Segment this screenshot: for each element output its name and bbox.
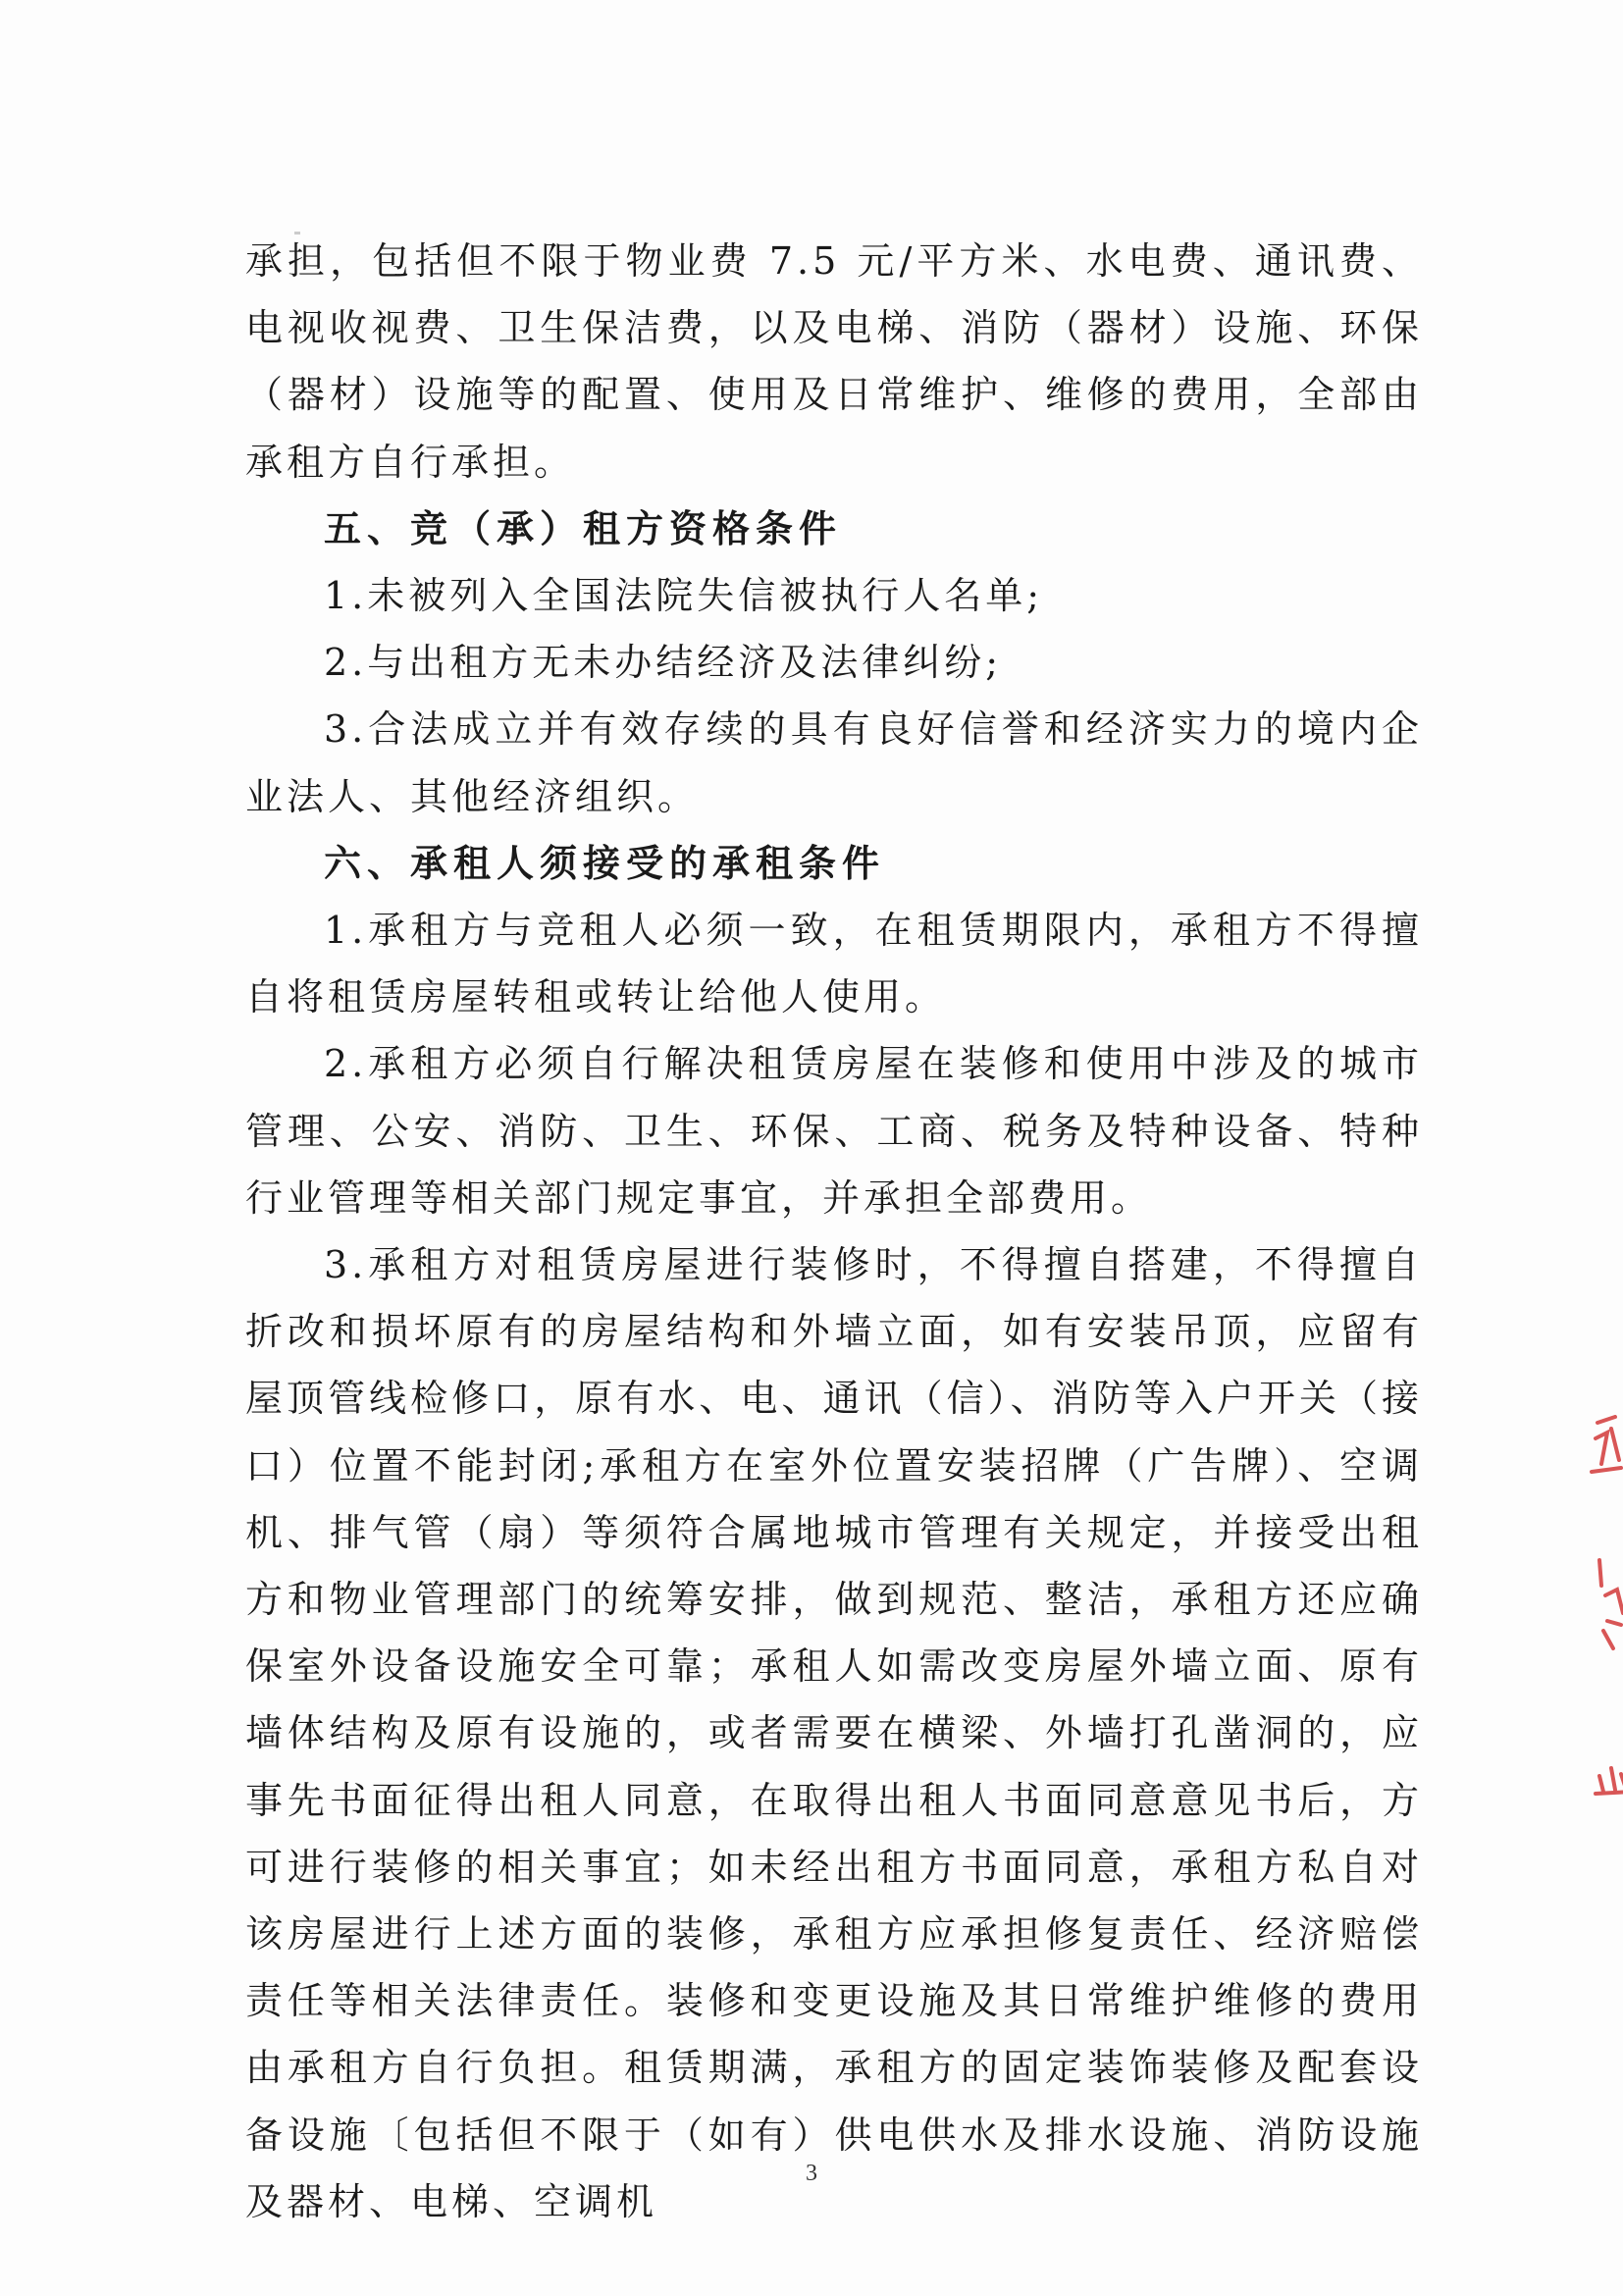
section-heading-qualifications: 五、竞（承）租方资格条件 (324, 505, 843, 550)
qualification-item-3: 3.合法成立并有效存续的具有良好信誉和经济实力的境内企业法人、其他经济组织。 (245, 707, 1423, 818)
red-seal-fragment (1578, 1403, 1623, 1796)
condition-item-2: 2.承租方必须自行解决租赁房屋在装修和使用中涉及的城市管理、公安、消防、卫生、环保、工商、税务及特种设备、特种行业管理等相关部门规定事宜，并承担全部费用。 (245, 1042, 1423, 1220)
section-heading-lease-conditions: 六、承租人须接受的承租条件 (324, 840, 886, 885)
document-body (245, 228, 1423, 2235)
condition-item-1: 1.承租方与竞租人必须一致，在租赁期限内，承租方不得擅自将租赁房屋转租或转让给他人使用。 (245, 909, 1423, 1019)
qualification-item-1: 1.未被列入全国法院失信被执行人名单; (324, 574, 1044, 618)
page-number: 3 (806, 2161, 817, 2186)
qualification-item-2: 2.与出租方无未办结经济及法律纠纷; (324, 641, 1003, 685)
paragraph-fees: 承担，包括但不限于物业费 7.5 元/平方米、水电费、通讯费、电视收视费、卫生保洁费，以及电梯、消防（器材）设施、环保（器材）设施等的配置、使用及日常维护、维修的费用，全部由承租方自行承担。 (245, 239, 1423, 484)
condition-item-3: 3.承租方对租赁房屋进行装修时，不得擅自搭建，不得擅自折改和损坏原有的房屋结构和外墙立面，如有安装吊顶，应留有屋顶管线检修口，原有水、电、通讯（信）、消防等入户开关（接口）位置不能封闭;承租方在室外位置安装招牌（广告牌）、空调机、排气管（扇）等须符合属地城市管理有关规定，并接受出租方和物业管理部门的统筹安排，做到规范、整洁，承租方还应确保室外设备设施安全可靠；承租人如需改变房屋外墙立面、原有墙体结构及原有设施的，或者需要在横梁、外墙打孔凿洞的，应事先书面征得出租人同意，在取得出租人书面同意意见书后，方可进行装修的相关事宜；如未经出租方书面同意，承租方私自对该房屋进行上述方面的装修，承租方应承担修复责任、经济赔偿责任等相关法律责任。装修和变更设施及其日常维护维修的费用由承租方自行负担。租赁期满，承租方的固定装饰装修及配套设备设施〔包括但不限于（如有）供电供水及排水设施、消防设施及器材、电梯、空调机 (245, 1243, 1423, 2223)
